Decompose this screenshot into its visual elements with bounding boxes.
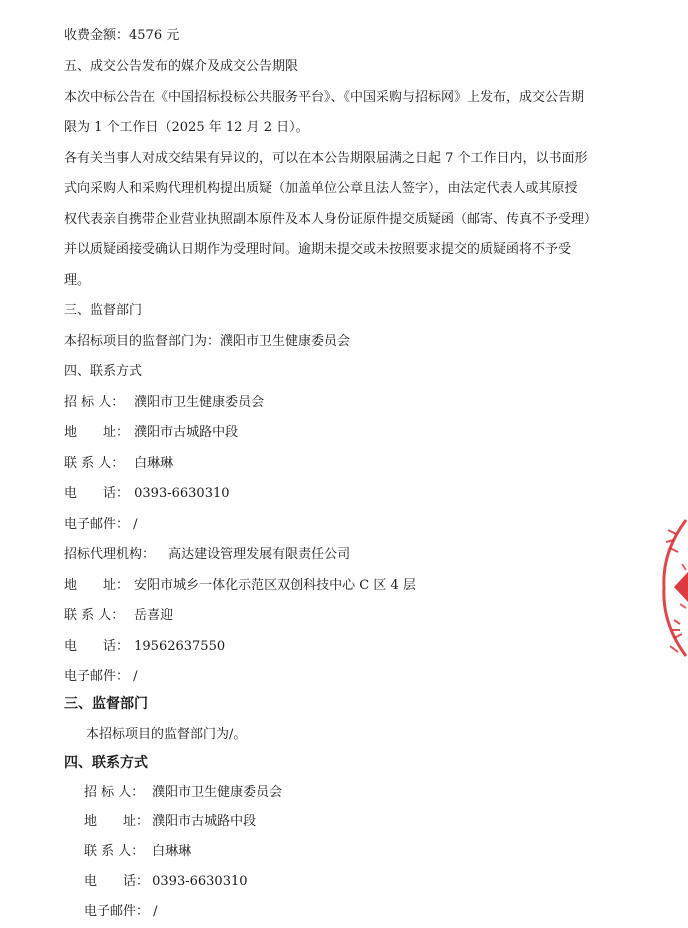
address-row xyxy=(64,424,238,442)
field-label: 电子邮件： xyxy=(64,669,130,684)
fee-amount: 收费金额：4576 元 xyxy=(64,28,180,43)
section4-title: 四、联系方式 xyxy=(64,364,143,379)
field-value: 19562637550 xyxy=(134,639,226,654)
typed-contact-row xyxy=(84,843,191,861)
field-label: 联 系 人： xyxy=(84,844,145,859)
field-value: 濮阳市卫生健康委员会 xyxy=(134,395,265,410)
field-label: 电 话： xyxy=(64,639,130,654)
field-label: 联 系 人： xyxy=(64,608,125,623)
section5-title: 五、成交公告发布的媒介及成交公告期限 xyxy=(64,59,299,74)
field-label: 电子邮件： xyxy=(84,904,150,919)
paragraph-line: 式向采购人和采购代理机构提出质疑（加盖单位公章且法人签字），由法定代表人或其原授 xyxy=(64,181,578,196)
agency-address-row xyxy=(64,577,416,595)
paragraph-line: 并以质疑函接受确认日期作为受理时间。逾期未提交或未按照要求提交的质疑函将不予受 xyxy=(64,242,572,257)
field-label: 电子邮件： xyxy=(64,517,130,532)
field-value: 0393-6630310 xyxy=(134,486,230,501)
agency-contact-row xyxy=(64,607,173,625)
paragraph-line: 本次中标公告在《中国招标投标公共服务平台》、《中国采购与招标网》上发布，成交公告期 xyxy=(64,90,585,105)
field-label: 电 话： xyxy=(84,874,150,889)
field-label: 地 址： xyxy=(64,425,130,440)
field-value: 白琳琳 xyxy=(152,844,192,859)
field-value: / xyxy=(133,669,138,684)
field-value: / xyxy=(133,517,138,532)
official-seal-stamp xyxy=(656,512,688,662)
field-value: 安阳市城乡一体化示范区双创科技中心 C 区 4 层 xyxy=(134,578,416,593)
paragraph-line: 限为 1 个工作日（2025 年 12 月 2 日）。 xyxy=(64,120,309,135)
field-value: 濮阳市古城路中段 xyxy=(152,814,257,829)
field-value: 濮阳市卫生健康委员会 xyxy=(152,785,283,800)
phone-row xyxy=(64,485,230,503)
contact-row xyxy=(64,455,173,473)
paragraph-line: 权代表亲自携带企业营业执照副本原件及本人身份证原件提交质疑函（邮寄、传真不予受理） xyxy=(64,212,598,227)
field-label: 电 话： xyxy=(64,486,130,501)
field-value: / xyxy=(153,904,158,919)
field-value: 0393-6630310 xyxy=(152,874,248,889)
typed-tenderer-row xyxy=(84,784,282,802)
email-row xyxy=(64,516,138,534)
supervision-text: 本招标项目的监督部门为：濮阳市卫生健康委员会 xyxy=(64,334,351,349)
paragraph-line: 各有关当事人对成交结果有异议的，可以在本公告期限届满之日起 7 个工作日内，以书面形 xyxy=(64,151,588,166)
paragraph-line: 理。 xyxy=(64,273,91,288)
agency-email-row xyxy=(64,668,138,686)
section3-title: 三、监督部门 xyxy=(64,303,143,318)
field-value: 高达建设管理发展有限责任公司 xyxy=(168,547,351,562)
field-label: 招标代理机构： xyxy=(64,547,156,562)
section3-heading: 三、监督部门 xyxy=(64,696,148,712)
field-value: 濮阳市古城路中段 xyxy=(134,425,239,440)
agency-phone-row xyxy=(64,638,225,656)
field-value: 岳喜迎 xyxy=(134,608,174,623)
tenderer-row xyxy=(64,394,264,412)
field-value: 白琳琳 xyxy=(134,456,174,471)
field-label: 地 址： xyxy=(64,578,130,593)
field-label: 联 系 人： xyxy=(64,456,125,471)
agency-row xyxy=(64,546,350,564)
typed-phone-row xyxy=(84,873,248,891)
field-label: 招 标 人： xyxy=(64,395,125,410)
supervision-text-typed: 本招标项目的监督部门为/。 xyxy=(86,727,247,742)
typed-address-row xyxy=(84,813,256,831)
field-label: 招 标 人： xyxy=(84,785,145,800)
section4-heading: 四、联系方式 xyxy=(64,755,148,771)
typed-email-row xyxy=(84,903,158,921)
field-label: 地 址： xyxy=(84,814,150,829)
